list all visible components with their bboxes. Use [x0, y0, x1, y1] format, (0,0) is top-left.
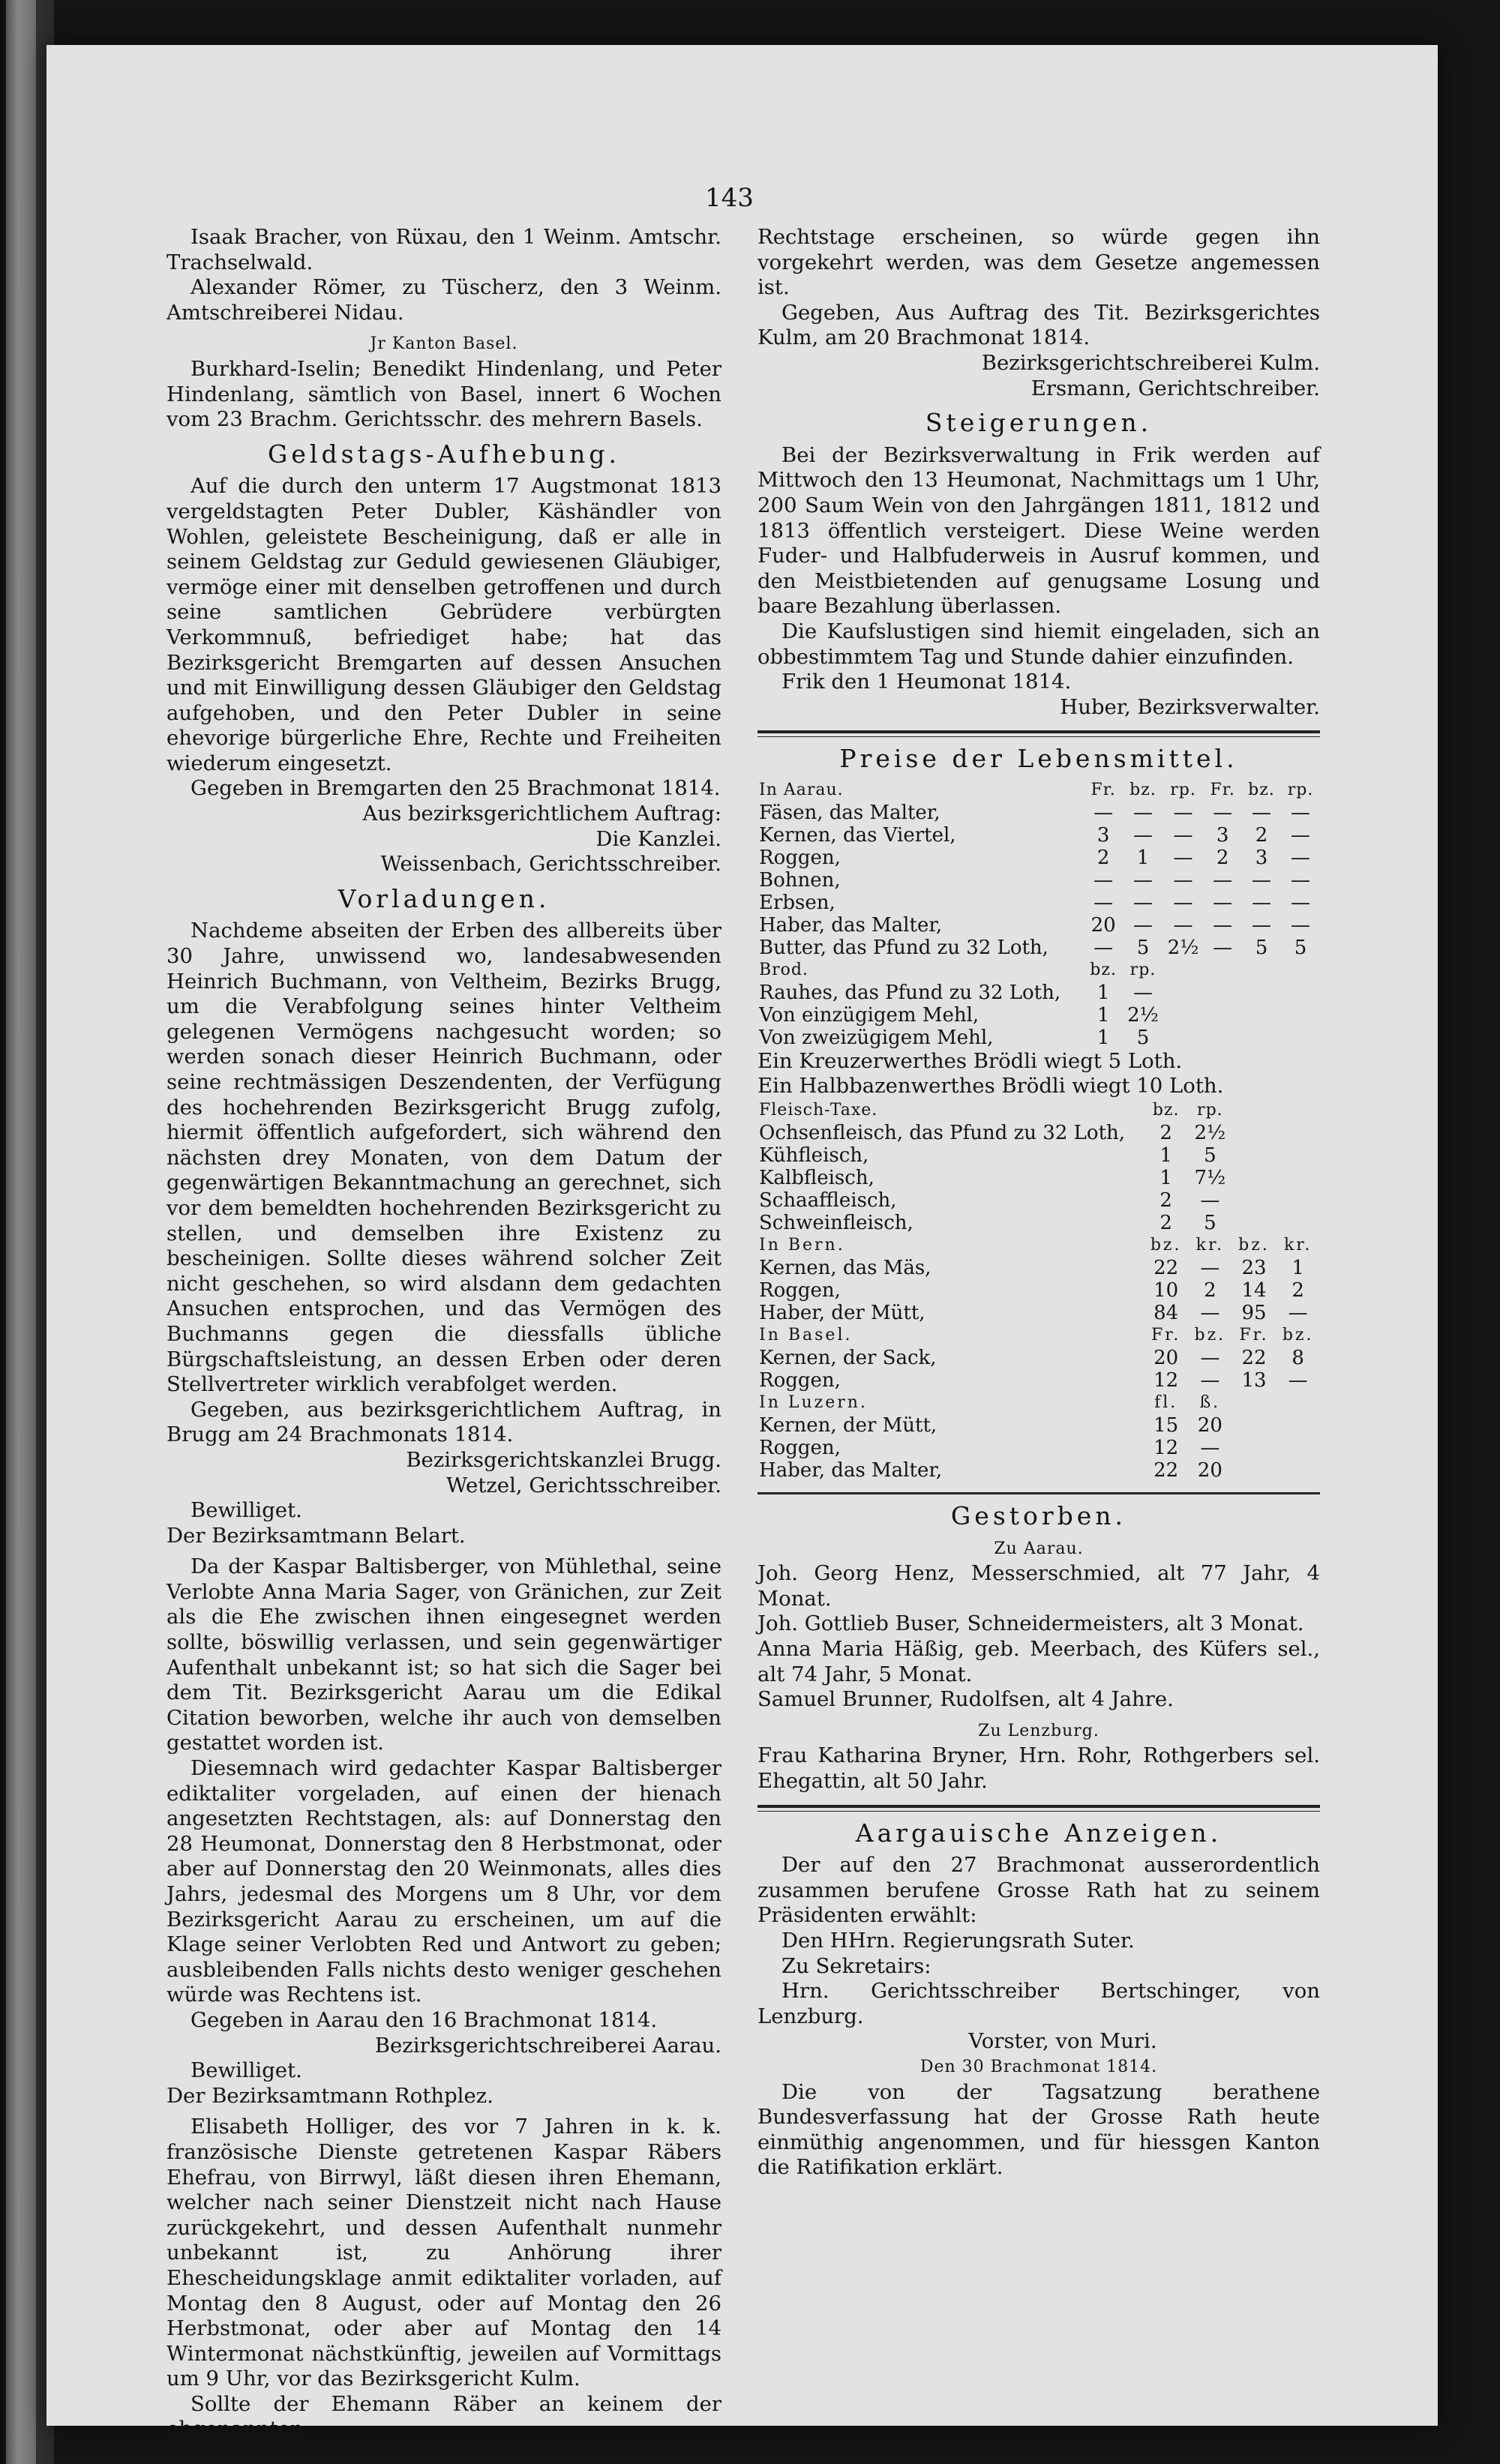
price-value: 3 — [1096, 823, 1110, 847]
commodity-name: Rauhes, das Pfund zu 32 Loth, — [759, 981, 1061, 1004]
commodity-name: Haber, das Malter, — [759, 913, 943, 937]
price-unit-label: bz. — [1238, 1236, 1270, 1255]
right-column — [758, 225, 1320, 2181]
price-value: — — [1213, 936, 1233, 959]
price-value: — — [1252, 913, 1271, 937]
price-unit-label: ß. — [1199, 1393, 1221, 1413]
page-number: 143 — [705, 183, 754, 213]
price-header-row — [758, 959, 1320, 982]
kanton-heading: Jr Kanton Basel. — [370, 334, 518, 354]
price-value: 3 — [1255, 846, 1268, 869]
steigerung-signature: Huber, Bezirksverwalter. — [1060, 694, 1320, 719]
price-value: — — [1094, 801, 1114, 824]
section-title-steigerungen: Steigerungen. — [925, 408, 1153, 438]
carryover-entry: Alexander Römer, zu Tüscherz, den 3 Weinm. Amtschreiberei Nidau. — [166, 275, 722, 325]
price-value: 5 — [1204, 1212, 1216, 1235]
price-row — [758, 1189, 1320, 1212]
price-value: 23 — [1241, 1257, 1267, 1280]
commodity-name: Von einzügigem Mehl, — [759, 1003, 980, 1027]
vorladung-approval: Bewilliget. — [190, 2058, 302, 2083]
price-unit-label: rp. — [1130, 960, 1156, 979]
price-value: 22 — [1241, 1347, 1267, 1370]
price-value: 5 — [1136, 1026, 1150, 1049]
price-row — [758, 1437, 1320, 1459]
commodity-name: Haber, der Mütt, — [759, 1302, 926, 1325]
price-value: — — [1291, 846, 1311, 869]
price-value: 20 — [1090, 913, 1116, 937]
carryover-signature: Bezirksgerichtschreiberei Kulm. — [981, 350, 1320, 375]
price-value: 95 — [1241, 1302, 1267, 1325]
price-value: 84 — [1154, 1302, 1179, 1325]
price-value: 2 — [1160, 1212, 1172, 1235]
notice-date: Den 30 Brachmonat 1814. — [920, 2057, 1158, 2076]
price-header-row — [758, 1234, 1320, 1257]
carryover-date: Gegeben, Aus Auftrag des Tit. Bezirksgerichtes Kulm, am 20 Brachmonat 1814. — [758, 300, 1320, 350]
carryover-text: Rechtstage erscheinen, so würde gegen ihn vorgekehrt werden, was dem Gesetze angemessen ist. — [758, 225, 1320, 300]
vorladung-official: Der Bezirksamtmann Rothplez. — [166, 2083, 494, 2108]
price-group-brod — [758, 959, 1320, 1049]
price-unit-label: bz. — [1130, 780, 1156, 799]
price-group-label: Brod. — [759, 960, 809, 979]
geldstags-signature: Die Kanzlei. — [596, 826, 722, 851]
notice-paragraph: Vorster, von Muri. — [968, 2029, 1157, 2054]
price-row — [758, 824, 1320, 847]
price-value: 1 — [1096, 1003, 1110, 1027]
price-unit-label: Fr. — [1239, 1326, 1269, 1345]
price-row — [758, 937, 1320, 959]
price-value: 8 — [1292, 1347, 1304, 1370]
notice-paragraph: Zu Sekretairs: — [782, 1953, 932, 1978]
commodity-name: Erbsen, — [759, 891, 836, 914]
price-value: 2 — [1160, 1122, 1172, 1145]
price-row — [758, 892, 1320, 914]
adjacent-page-edge — [6, 0, 36, 2464]
deaths-place: Zu Aarau. — [994, 1539, 1084, 1558]
price-row — [758, 1167, 1320, 1189]
price-value: 20 — [1197, 1414, 1222, 1437]
vorladung-signature: Bezirksgerichtskanzlei Brugg. — [406, 1447, 722, 1472]
price-value: — — [1252, 868, 1271, 892]
steigerung-paragraph: Die Kaufslustigen sind hiemit eingeladen, sich an obbestimmtem Tag und Stunde dahier einzufinden. — [758, 619, 1320, 669]
price-value: — — [1132, 913, 1153, 937]
vorladung-paragraph: Sollte der Ehemann Räber an keinem der obgenannten — [166, 2391, 722, 2442]
price-value: — — [1213, 801, 1233, 824]
section-rule — [758, 1805, 1320, 1812]
price-value: 2 — [1204, 1279, 1216, 1302]
price-value: — — [1094, 891, 1114, 914]
price-row — [758, 1144, 1320, 1167]
price-table — [758, 779, 1320, 1049]
price-unit-label: bz. — [1150, 1236, 1182, 1255]
price-group-fleisch — [758, 1099, 1320, 1234]
section-rule — [758, 1492, 1320, 1494]
price-value: 12 — [1154, 1369, 1179, 1392]
price-row — [758, 1459, 1320, 1482]
price-row — [758, 1369, 1320, 1392]
price-group-label: In Bern. — [759, 1236, 845, 1255]
price-value: 10 — [1154, 1279, 1179, 1302]
price-value: — — [1132, 891, 1153, 914]
price-unit-label: Fr. — [1090, 780, 1116, 799]
price-value: 14 — [1241, 1279, 1267, 1302]
price-value: — — [1200, 1347, 1220, 1370]
price-value: 2 — [1255, 823, 1268, 847]
price-value: — — [1291, 891, 1311, 914]
price-group-label: In Basel. — [759, 1326, 853, 1345]
price-unit-label: fl. — [1154, 1393, 1178, 1413]
geldstags-signature: Aus bezirksgerichtlichem Auftrag: — [362, 802, 722, 826]
price-header-row — [758, 1324, 1320, 1347]
price-value: 2 — [1216, 846, 1229, 869]
price-value: — — [1291, 801, 1311, 824]
price-table — [758, 1099, 1320, 1482]
price-value: — — [1200, 1369, 1220, 1392]
price-group-label: In Luzern. — [759, 1393, 868, 1413]
vorladung-paragraph: Diesemnach wird gedachter Kaspar Baltisberger ediktaliter vorgeladen, auf einen der hienach angesetzten Rechtstagen, als: auf Donnerstag den 28 Heumonat, Donnerstag den 8 Herbstmonat, oder aber auf Donnerstag den 20 Weinmonats, alles dies Jahrs, jedesmal des Morgens um 8 Uhr, vor dem Bezirksgericht Aarau zu erscheinen, um auf die Klage seiner Verlobten Red und Antwort zu geben; ausbleibenden Falls nichts desto weniger geschehen würde was Rechtens ist. — [166, 1756, 722, 2007]
steigerung-date: Frik den 1 Heumonat 1814. — [782, 670, 1072, 694]
vorladung-date: Gegeben in Aarau den 16 Brachmonat 1814. — [190, 2007, 658, 2032]
price-unit-label: bz. — [1152, 1101, 1180, 1120]
price-value: 1 — [1136, 846, 1150, 869]
commodity-name: Kalbfleisch, — [759, 1167, 874, 1190]
price-row — [758, 982, 1320, 1004]
price-value: — — [1132, 868, 1153, 892]
kanton-text: Burkhard-Iselin; Benedikt Hindenlang, und Peter Hindenlang, sämtlich von Basel, innert 6 Wochen vom 23 Brachm. Gerichtsschr. des mehrern Basels. — [166, 356, 722, 432]
price-group-aarau — [758, 779, 1320, 959]
price-value: — — [1213, 913, 1233, 937]
commodity-name: Roggen, — [759, 1437, 841, 1460]
price-value: 1 — [1096, 1026, 1110, 1049]
price-value: 1 — [1096, 981, 1110, 1004]
section-rule — [758, 730, 1320, 737]
price-value: 2 — [1096, 846, 1110, 869]
commodity-name: Kühfleisch, — [759, 1144, 869, 1168]
price-value: 2½ — [1127, 1003, 1159, 1027]
price-value: — — [1288, 1369, 1308, 1392]
price-value: — — [1173, 823, 1193, 847]
notice-paragraph: Der auf den 27 Brachmonat ausserordentlich zusammen berufene Grosse Rath hat zu seinem Präsidenten erwählt: — [758, 1853, 1320, 1928]
price-value: — — [1213, 891, 1233, 914]
price-group-label: In Aarau. — [759, 780, 844, 799]
section-title-geldstags: Geldstags-Aufhebung. — [268, 439, 620, 469]
notice-paragraph: Die von der Tagsatzung berathene Bundesverfassung hat der Grosse Rath heute einmüthig angenommen, und für hiessgen Kanton die Ratifikation erklärt. — [758, 2079, 1320, 2180]
price-value: — — [1173, 801, 1193, 824]
price-value: 2 — [1160, 1189, 1172, 1213]
price-row — [758, 847, 1320, 869]
price-value: — — [1288, 1302, 1308, 1325]
price-value: 22 — [1154, 1459, 1179, 1482]
section-title-gestorben: Gestorben. — [950, 1501, 1127, 1531]
price-value: 20 — [1197, 1459, 1222, 1482]
commodity-name: Kernen, der Sack, — [759, 1347, 937, 1370]
price-header-row — [758, 779, 1320, 802]
price-value: — — [1200, 1302, 1220, 1325]
price-value: 5 — [1136, 936, 1150, 959]
commodity-name: Haber, das Malter, — [759, 1459, 943, 1482]
price-row — [758, 1347, 1320, 1369]
price-value: — — [1132, 981, 1153, 1004]
geldstags-date: Gegeben in Bremgarten den 25 Brachmonat 1814. — [190, 776, 721, 801]
commodity-name: Kernen, der Mütt, — [759, 1414, 938, 1437]
vorladung-paragraph: Elisabeth Holliger, des vor 7 Jahren in k. k. französische Dienste getretenen Kaspar Räbers Ehefrau, von Birrwyl, läßt diesen ihren Ehemann, welcher nach seiner Dienstzeit nicht nach Hause zurückgekehrt, und dessen Aufenthalt nunmehr unbekannt ist, zu Anhörung ihrer Ehescheidungsklage anmit ediktaliter vorladen, auf Montag den 8 August, oder auf Montag den 26 Herbstmonat, oder aber auf Montag den 14 Wintermonat nächstkünftig, jeweilen auf Vormittags um 9 Uhr, vor das Bezirksgericht Kulm. — [166, 2115, 722, 2391]
price-row — [758, 914, 1320, 937]
price-value: 13 — [1241, 1369, 1267, 1392]
price-row — [758, 1257, 1320, 1279]
commodity-name: Kernen, das Viertel, — [759, 823, 956, 847]
price-value: — — [1291, 913, 1311, 937]
vorladung-approval: Bewilliget. — [190, 1498, 302, 1523]
death-entry: Frau Katharina Bryner, Hrn. Rohr, Rothgerbers sel. Ehegattin, alt 50 Jahr. — [758, 1743, 1320, 1793]
price-value: 22 — [1154, 1257, 1179, 1280]
deaths-place: Zu Lenzburg. — [978, 1721, 1100, 1740]
geldstags-body: Auf die durch den unterm 17 Augstmonat 1813 vergeldstagten Peter Dubler, Käshändler von Wohlen, geleistete Bescheinigung, daß er alle in seinem Geldstag zur Geduld gewiesenen Gläubiger, vermöge einer mit denselben getroffenen und durch seine samtlichen Gebrüdere verbürgten Verkommnuß, befriediget habe; hat das Bezirksgericht Bremgarten auf dessen Ansuchen und mit Einwilligung dessen Gläubiger den Geldstag aufgehoben, und den Peter Dubler in seine ehevorige bürgerliche Ehre, Rechte und Freiheiten wiederum eingesetzt. — [166, 474, 722, 775]
section-title-preise: Preise der Lebensmittel. — [839, 744, 1238, 774]
price-value: 2½ — [1167, 936, 1199, 959]
price-value: 5 — [1255, 936, 1268, 959]
price-value: 1 — [1160, 1167, 1172, 1190]
death-entry: Joh. Georg Henz, Messerschmied, alt 77 Jahr, 4 Monat. — [758, 1561, 1320, 1611]
vorladung-official: Der Bezirksamtmann Belart. — [166, 1523, 466, 1548]
price-header-row — [758, 1099, 1320, 1122]
geldstags-signature: Weissenbach, Gerichtsschreiber. — [380, 852, 722, 877]
vorladung-paragraph: Da der Kaspar Baltisberger, von Mühlethal, seine Verlobte Anna Maria Sager, von Gränichen, zur Zeit als die Ehe zwischen ihnen eingesegnet werden sollte, böswillig verlassen, und sein gegenwärtiger Aufenthalt unbekannt ist; so hat sich die Sager bei dem Tit. Bezirksgericht Aarau um die Edikal Citation beworben, welche ihr auch von demselben gestattet worden ist. — [166, 1554, 722, 1755]
price-row — [758, 1212, 1320, 1234]
notice-paragraph: Den HHrn. Regierungsrath Suter. — [782, 1928, 1135, 1953]
price-value: 7½ — [1194, 1167, 1226, 1190]
price-value: — — [1173, 913, 1193, 937]
price-value: 5 — [1294, 936, 1307, 959]
death-entry: Anna Maria Häßig, geb. Meerbach, des Küfers sel., alt 74 Jahr, 5 Monat. — [758, 1637, 1320, 1686]
price-unit-label: rp. — [1197, 1101, 1223, 1120]
price-value: — — [1132, 801, 1153, 824]
commodity-name: Bohnen, — [759, 868, 841, 892]
price-value: 3 — [1216, 823, 1229, 847]
vorladung-signature: Bezirksgerichtschreiberei Aarau. — [374, 2033, 722, 2058]
price-value: 1 — [1160, 1144, 1172, 1168]
price-row — [758, 1302, 1320, 1324]
vorladung-date: Gegeben, aus bezirksgerichtlichem Auftrag, in Brugg am 24 Brachmonats 1814. — [166, 1397, 722, 1447]
commodity-name: Fäsen, das Malter, — [759, 801, 940, 824]
price-row — [758, 869, 1320, 892]
commodity-name: Kernen, das Mäs, — [759, 1257, 932, 1280]
price-row — [758, 802, 1320, 824]
price-value: 20 — [1154, 1347, 1179, 1370]
vorladung-paragraph: Nachdeme abseiten der Erben des allbereits über 30 Jahre, unwissend wo, landesabwesenden Heinrich Buchmann, von Veltheim, Bezirks Brugg, um die Verabfolgung seines hinter Veltheim gelegenen Vermögens nachgesucht worden; so werden sonach dieser Heinrich Buchmann, oder seine rechtmässigen Deszendenten, der Verfügung des hochehrenden Bezirksgericht Brugg zufolg, hiermit öffentlich aufgefordert, sich während den nächsten drey Monaten, von dem Datum der gegenwärtigen Bekanntmachung an gerechnet, sich vor dem bemeldten hochehrenden Bezirksgericht zu stellen, und demselben ihre Existenz zu bescheinigen. Sollte dieses während solcher Zeit nicht geschehen, so wird alsdann dem gedachten Ansuchen entsprochen, und das Vermögen des Buchmanns gegen die diessfalls übliche Bürgschaftsleistung, an dessen Erben oder deren Stellvertreter wirklich verabfolget werden. — [166, 919, 722, 1397]
commodity-name: Roggen, — [759, 1279, 841, 1302]
price-value: 2½ — [1194, 1122, 1226, 1145]
price-unit-label: bz. — [1248, 780, 1275, 799]
notice-paragraph: Hrn. Gerichtsschreiber Bertschinger, von Lenzburg. — [758, 1979, 1320, 2028]
price-value: — — [1094, 868, 1114, 892]
commodity-name: Roggen, — [759, 1369, 841, 1392]
price-unit-label: Fr. — [1210, 780, 1235, 799]
carryover-entry: Isaak Bracher, von Rüxau, den 1 Weinm. Amtschr. Trachselwald. — [166, 225, 722, 274]
price-value: — — [1291, 823, 1311, 847]
price-value: 5 — [1204, 1144, 1216, 1168]
price-unit-label: bz. — [1090, 960, 1117, 979]
commodity-name: Roggen, — [759, 846, 841, 869]
price-value: — — [1200, 1437, 1220, 1460]
price-value: 15 — [1154, 1414, 1179, 1437]
section-title-anzeigen: Aargauische Anzeigen. — [855, 1818, 1222, 1848]
price-row — [758, 1027, 1320, 1049]
vorladung-signature: Wetzel, Gerichtsschreiber. — [446, 1473, 722, 1497]
price-row — [758, 1279, 1320, 1302]
commodity-name: Schaaffleisch, — [759, 1189, 897, 1213]
price-value: — — [1094, 936, 1114, 959]
brod-note: Ein Kreuzerwerthes Brödli wiegt 5 Loth. — [758, 1048, 1183, 1073]
price-value: — — [1173, 846, 1193, 869]
price-header-row — [758, 1392, 1320, 1414]
price-unit-label: Fr. — [1151, 1326, 1181, 1345]
commodity-name: Ochsenfleisch, das Pfund zu 32 Loth, — [759, 1122, 1126, 1145]
price-value: — — [1291, 868, 1311, 892]
death-entry: Joh. Gottlieb Buser, Schneidermeisters, alt 3 Monat. — [758, 1611, 1304, 1636]
price-group-bern — [758, 1234, 1320, 1324]
commodity-name: Von zweizügigem Mehl, — [759, 1026, 994, 1049]
steigerung-paragraph: Bei der Bezirksverwaltung in Frik werden auf Mittwoch den 13 Heumonat, Nachmittags um 1 Uhr, 200 Saum Wein von den Jahrgängen 1811, 1812 und 1813 öffentlich versteigert. Diese Weine werden Fuder- und Halbfuderweis in Ausruf kommen, und den Meistbietenden auf genugsame Losung und baare Bezahlung überlassen. — [758, 442, 1320, 619]
price-group-luzern — [758, 1392, 1320, 1482]
brod-note: Ein Halbbazenwerthes Brödli wiegt 10 Loth. — [758, 1074, 1224, 1099]
price-value: 2 — [1292, 1279, 1304, 1302]
price-value: — — [1213, 868, 1233, 892]
commodity-name: Schweinfleisch, — [759, 1212, 914, 1235]
price-row — [758, 1122, 1320, 1144]
price-value: — — [1252, 801, 1271, 824]
price-unit-label: bz. — [1282, 1326, 1314, 1345]
price-row — [758, 1004, 1320, 1027]
price-value: — — [1200, 1189, 1220, 1213]
price-value: — — [1173, 868, 1193, 892]
price-value: 12 — [1154, 1437, 1179, 1460]
price-value: — — [1252, 891, 1271, 914]
carryover-signature: Ersmann, Gerichtschreiber. — [1030, 376, 1320, 400]
price-unit-label: kr. — [1283, 1236, 1312, 1255]
price-value: — — [1200, 1257, 1220, 1280]
price-value: 1 — [1292, 1257, 1304, 1280]
commodity-name: Butter, das Pfund zu 32 Loth, — [759, 936, 1048, 959]
section-title-vorladungen: Vorladungen. — [338, 883, 550, 913]
price-unit-label: bz. — [1194, 1326, 1226, 1345]
death-entry: Samuel Brunner, Rudolfsen, alt 4 Jahre. — [758, 1687, 1174, 1712]
left-column — [166, 225, 722, 2442]
price-row — [758, 1414, 1320, 1437]
price-unit-label: rp. — [1287, 780, 1314, 799]
price-value: — — [1132, 823, 1153, 847]
price-group-label: Fleisch-Taxe. — [759, 1101, 878, 1120]
price-unit-label: kr. — [1196, 1236, 1225, 1255]
price-unit-label: rp. — [1170, 780, 1196, 799]
price-group-basel — [758, 1324, 1320, 1392]
price-value: — — [1173, 891, 1193, 914]
